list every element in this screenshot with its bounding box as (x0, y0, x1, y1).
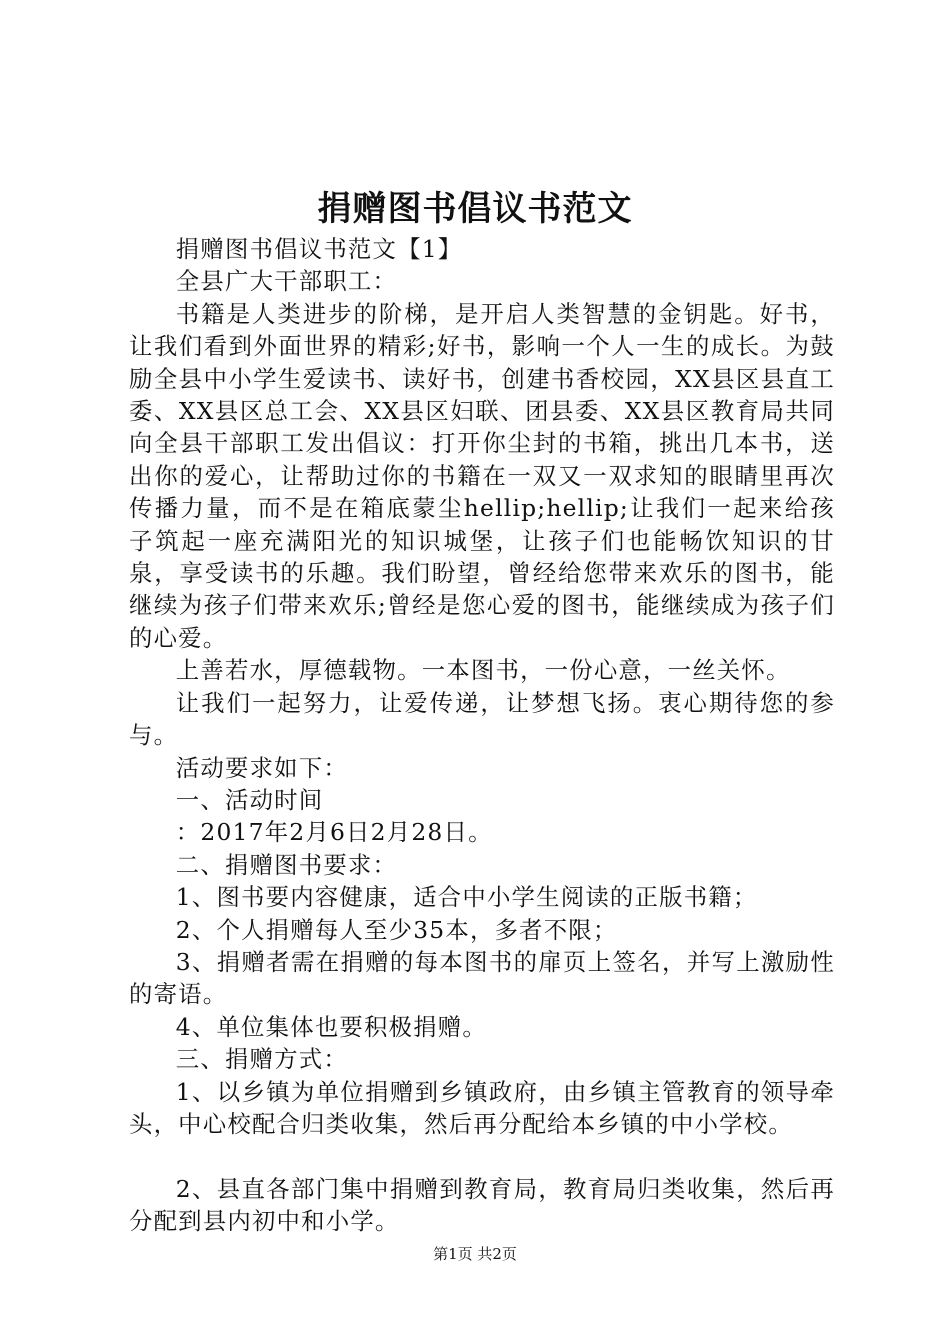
paragraph-appeal: 让我们一起努力，让爱传递，让梦想飞扬。衷心期待您的参与。 (129, 688, 835, 750)
paragraph-salutation: 全县广大干部职工： (175, 267, 398, 296)
paragraph-motto: 上善若水，厚德载物。一本图书，一份心意，一丝关怀。 (175, 656, 791, 685)
document-body (129, 233, 835, 1238)
list-item-method-1: 1、以乡镇为单位捐赠到乡镇政府，由乡镇主管教育的领导牵头，中心校配合归类收集，然后再分配给本乡镇的中小学校。 (129, 1077, 835, 1138)
paragraph-heading: 捐赠图书倡议书范文【1】 (175, 235, 463, 263)
page-footer: 第1页 共2页 (433, 1245, 517, 1263)
list-item-method-2: 2、县直各部门集中捐赠到教育局，教育局归类收集，然后再分配到县内初中和小学。 (129, 1174, 835, 1236)
paragraph-requirements-intro: 活动要求如下： (175, 753, 348, 782)
section-heading-donation-methods: 三、捐赠方式： (175, 1045, 348, 1074)
list-item-requirement-3: 3、捐赠者需在捐赠的每本图书的扉页上签名，并写上激励性的寄语。 (129, 947, 835, 1009)
paragraph-main: 书籍是人类进步的阶梯，是开启人类智慧的金钥匙。好书，让我们看到外面世界的精彩;好书，影响一个人一生的成长。为鼓励全县中小学生爱读书、读好书，创建书香校园，XX县区县直工委、XX县区总工会、XX县区妇联、团县委、XX县区教育局共同向全县干部职工发出倡议：打开你尘封的书箱，挑出几本书，送出你的爱心，让帮助过你的书籍在一双又一双求知的眼睛里再次传播力量，而不是在箱底蒙尘hellip;hellip;让我们一起来给孩子筑起一座充满阳光的知识城堡，让孩子们也能畅饮知识的甘泉，享受读书的乐趣。我们盼望，曾经给您带来欢乐的图书，能继续为孩子们带来欢乐;曾经是您心爱的图书，能继续成为孩子们的心爱。 (129, 299, 835, 652)
section-heading-book-requirements: 二、捐赠图书要求： (175, 850, 398, 879)
paragraph-time: ：2017年2月6日2月28日。 (175, 818, 493, 847)
blank-line (129, 1140, 835, 1172)
list-item-requirement-2: 2、个人捐赠每人至少35本，多者不限； (175, 915, 618, 944)
section-heading-time: 一、活动时间 (175, 785, 324, 814)
list-item-requirement-4: 4、单位集体也要积极捐赠。 (175, 1012, 487, 1041)
list-item-requirement-1: 1、图书要内容健康，适合中小学生阅读的正版书籍； (175, 883, 758, 912)
document-title: 捐赠图书倡议书范文 (317, 189, 633, 229)
